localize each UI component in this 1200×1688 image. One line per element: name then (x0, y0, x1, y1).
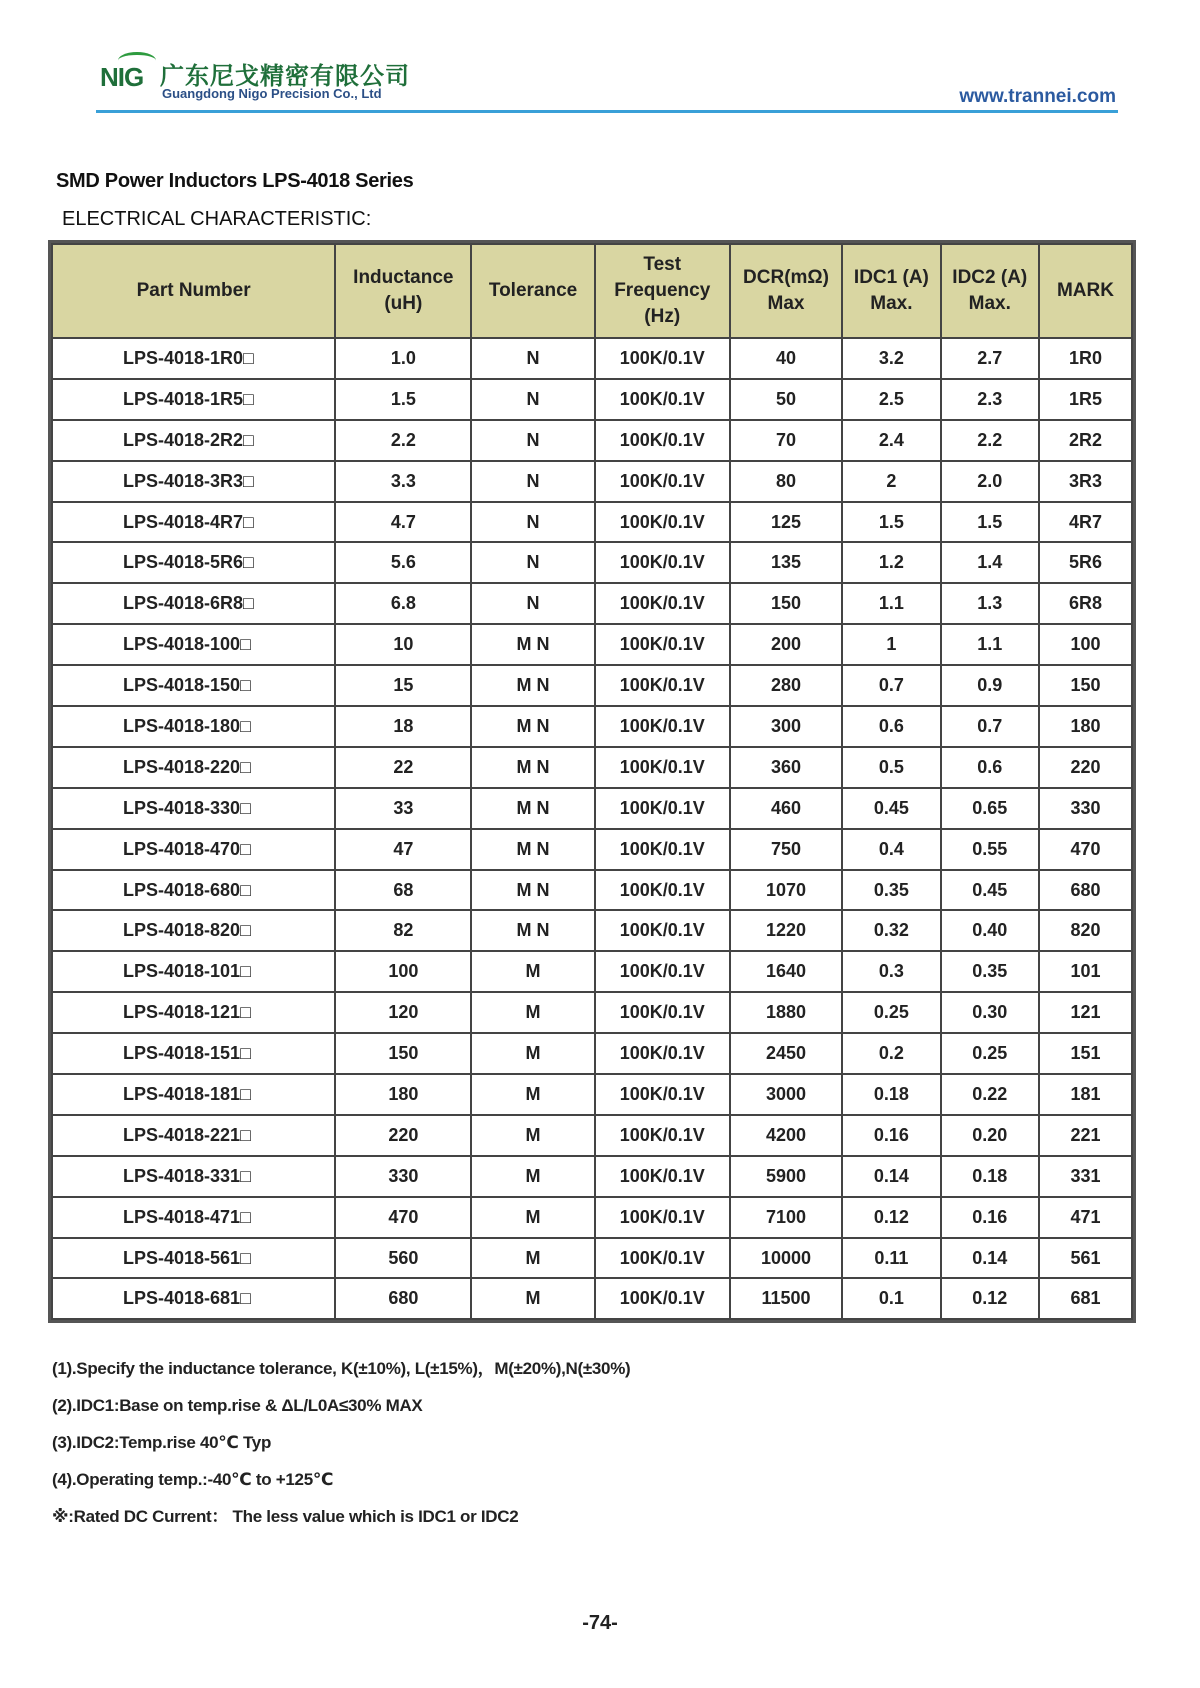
cell-tolerance: M (471, 1238, 594, 1279)
cell-idc1: 0.12 (842, 1197, 940, 1238)
cell-idc2: 0.9 (941, 665, 1039, 706)
cell-idc2: 0.65 (941, 788, 1039, 829)
cell-test-frequency: 100K/0.1V (595, 706, 730, 747)
cell-idc2: 1.1 (941, 624, 1039, 665)
cell-part-number: LPS-4018-681□ (52, 1278, 335, 1319)
header-mark: MARK (1039, 244, 1132, 338)
header-idc2: IDC2 (A) Max. (941, 244, 1039, 338)
cell-inductance: 180 (335, 1074, 471, 1115)
cell-dcr: 4200 (730, 1115, 842, 1156)
cell-test-frequency: 100K/0.1V (595, 910, 730, 951)
cell-part-number: LPS-4018-4R7□ (52, 502, 335, 543)
cell-mark: 470 (1039, 829, 1132, 870)
cell-tolerance: M (471, 1197, 594, 1238)
cell-tolerance: N (471, 338, 594, 379)
cell-test-frequency: 100K/0.1V (595, 992, 730, 1033)
cell-test-frequency: 100K/0.1V (595, 1197, 730, 1238)
cell-part-number: LPS-4018-180□ (52, 706, 335, 747)
cell-mark: 6R8 (1039, 583, 1132, 624)
cell-tolerance: M (471, 1156, 594, 1197)
cell-dcr: 150 (730, 583, 842, 624)
cell-idc1: 0.5 (842, 747, 940, 788)
table-row (52, 1278, 1132, 1319)
cell-mark: 3R3 (1039, 461, 1132, 502)
cell-idc1: 1 (842, 624, 940, 665)
cell-mark: 331 (1039, 1156, 1132, 1197)
cell-inductance: 6.8 (335, 583, 471, 624)
cell-test-frequency: 100K/0.1V (595, 829, 730, 870)
cell-inductance: 150 (335, 1033, 471, 1074)
cell-dcr: 460 (730, 788, 842, 829)
note-3: (3).IDC2:Temp.rise 40℃ Typ (52, 1433, 272, 1452)
cell-part-number: LPS-4018-1R5□ (52, 379, 335, 420)
cell-inductance: 2.2 (335, 420, 471, 461)
cell-part-number: LPS-4018-100□ (52, 624, 335, 665)
table-row (52, 951, 1132, 992)
cell-inductance: 560 (335, 1238, 471, 1279)
cell-tolerance: M (471, 1033, 594, 1074)
company-name-en: Guangdong Nigo Precision Co., Ltd (162, 86, 382, 101)
cell-idc2: 0.14 (941, 1238, 1039, 1279)
cell-part-number: LPS-4018-561□ (52, 1238, 335, 1279)
cell-idc1: 0.7 (842, 665, 940, 706)
cell-idc2: 0.6 (941, 747, 1039, 788)
cell-inductance: 330 (335, 1156, 471, 1197)
table-row (52, 788, 1132, 829)
cell-mark: 681 (1039, 1278, 1132, 1319)
cell-part-number: LPS-4018-6R8□ (52, 583, 335, 624)
cell-test-frequency: 100K/0.1V (595, 1156, 730, 1197)
cell-test-frequency: 100K/0.1V (595, 665, 730, 706)
table-row (52, 910, 1132, 951)
table-row (52, 870, 1132, 911)
cell-tolerance: M N (471, 788, 594, 829)
cell-part-number: LPS-4018-221□ (52, 1115, 335, 1156)
cell-idc1: 0.14 (842, 1156, 940, 1197)
cell-idc1: 1.5 (842, 502, 940, 543)
electrical-characteristics-table (48, 240, 1136, 1323)
cell-mark: 151 (1039, 1033, 1132, 1074)
cell-tolerance: M N (471, 665, 594, 706)
cell-mark: 4R7 (1039, 502, 1132, 543)
cell-part-number: LPS-4018-101□ (52, 951, 335, 992)
cell-dcr: 280 (730, 665, 842, 706)
cell-part-number: LPS-4018-220□ (52, 747, 335, 788)
cell-test-frequency: 100K/0.1V (595, 624, 730, 665)
cell-idc2: 2.0 (941, 461, 1039, 502)
cell-tolerance: N (471, 583, 594, 624)
cell-mark: 100 (1039, 624, 1132, 665)
cell-tolerance: M N (471, 706, 594, 747)
cell-mark: 471 (1039, 1197, 1132, 1238)
cell-part-number: LPS-4018-680□ (52, 870, 335, 911)
table-row (52, 1156, 1132, 1197)
document-title: SMD Power Inductors LPS-4018 Series (56, 170, 414, 192)
cell-idc2: 2.2 (941, 420, 1039, 461)
cell-part-number: LPS-4018-2R2□ (52, 420, 335, 461)
cell-idc2: 0.30 (941, 992, 1039, 1033)
cell-part-number: LPS-4018-330□ (52, 788, 335, 829)
cell-idc1: 0.2 (842, 1033, 940, 1074)
cell-idc2: 1.5 (941, 502, 1039, 543)
cell-idc2: 0.45 (941, 870, 1039, 911)
table-row (52, 1197, 1132, 1238)
cell-idc1: 2 (842, 461, 940, 502)
cell-idc1: 0.4 (842, 829, 940, 870)
cell-mark: 1R5 (1039, 379, 1132, 420)
cell-idc1: 2.4 (842, 420, 940, 461)
cell-test-frequency: 100K/0.1V (595, 1278, 730, 1319)
table-row (52, 379, 1132, 420)
cell-idc1: 0.6 (842, 706, 940, 747)
note-2: (2).IDC1:Base on temp.rise & ΔL/L0A≤30% MAX (52, 1396, 423, 1415)
cell-test-frequency: 100K/0.1V (595, 502, 730, 543)
table-row (52, 992, 1132, 1033)
cell-mark: 820 (1039, 910, 1132, 951)
cell-idc1: 1.2 (842, 542, 940, 583)
notes-section (52, 1350, 630, 1535)
cell-idc2: 2.7 (941, 338, 1039, 379)
cell-part-number: LPS-4018-181□ (52, 1074, 335, 1115)
cell-inductance: 15 (335, 665, 471, 706)
page-header (0, 0, 1200, 120)
table-row (52, 624, 1132, 665)
cell-test-frequency: 100K/0.1V (595, 338, 730, 379)
cell-inductance: 4.7 (335, 502, 471, 543)
header-dcr: DCR(mΩ) Max (730, 244, 842, 338)
cell-idc2: 0.25 (941, 1033, 1039, 1074)
cell-idc1: 1.1 (842, 583, 940, 624)
cell-part-number: LPS-4018-3R3□ (52, 461, 335, 502)
cell-tolerance: N (471, 502, 594, 543)
cell-idc1: 2.5 (842, 379, 940, 420)
cell-dcr: 3000 (730, 1074, 842, 1115)
table-row (52, 502, 1132, 543)
cell-dcr: 70 (730, 420, 842, 461)
cell-part-number: LPS-4018-470□ (52, 829, 335, 870)
cell-idc1: 3.2 (842, 338, 940, 379)
cell-mark: 561 (1039, 1238, 1132, 1279)
cell-idc2: 1.3 (941, 583, 1039, 624)
cell-mark: 101 (1039, 951, 1132, 992)
table-row (52, 1238, 1132, 1279)
cell-mark: 121 (1039, 992, 1132, 1033)
cell-idc2: 2.3 (941, 379, 1039, 420)
cell-dcr: 80 (730, 461, 842, 502)
table-row (52, 829, 1132, 870)
table-header-row (52, 244, 1132, 338)
cell-mark: 680 (1039, 870, 1132, 911)
cell-test-frequency: 100K/0.1V (595, 542, 730, 583)
table-row (52, 1074, 1132, 1115)
cell-idc1: 0.45 (842, 788, 940, 829)
note-rated-current: ※:Rated DC Current： The less value which is IDC1 or IDC2 (52, 1507, 519, 1526)
header-part-number: Part Number (52, 244, 335, 338)
cell-inductance: 1.5 (335, 379, 471, 420)
cell-tolerance: M N (471, 829, 594, 870)
cell-dcr: 125 (730, 502, 842, 543)
cell-idc1: 0.16 (842, 1115, 940, 1156)
cell-part-number: LPS-4018-471□ (52, 1197, 335, 1238)
cell-idc1: 0.3 (842, 951, 940, 992)
cell-dcr: 11500 (730, 1278, 842, 1319)
cell-part-number: LPS-4018-1R0□ (52, 338, 335, 379)
cell-inductance: 33 (335, 788, 471, 829)
cell-dcr: 200 (730, 624, 842, 665)
cell-part-number: LPS-4018-820□ (52, 910, 335, 951)
cell-tolerance: N (471, 420, 594, 461)
cell-inductance: 680 (335, 1278, 471, 1319)
cell-inductance: 18 (335, 706, 471, 747)
table-row (52, 338, 1132, 379)
cell-part-number: LPS-4018-150□ (52, 665, 335, 706)
cell-idc2: 0.20 (941, 1115, 1039, 1156)
page-number: -74- (582, 1612, 618, 1634)
cell-idc2: 0.22 (941, 1074, 1039, 1115)
cell-tolerance: N (471, 461, 594, 502)
cell-test-frequency: 100K/0.1V (595, 1033, 730, 1074)
cell-inductance: 47 (335, 829, 471, 870)
cell-dcr: 50 (730, 379, 842, 420)
cell-test-frequency: 100K/0.1V (595, 379, 730, 420)
table-row (52, 1115, 1132, 1156)
cell-test-frequency: 100K/0.1V (595, 951, 730, 992)
cell-tolerance: M N (471, 870, 594, 911)
cell-dcr: 40 (730, 338, 842, 379)
table-row (52, 706, 1132, 747)
cell-mark: 220 (1039, 747, 1132, 788)
cell-inductance: 1.0 (335, 338, 471, 379)
table-row (52, 420, 1132, 461)
cell-idc2: 0.55 (941, 829, 1039, 870)
cell-idc2: 0.7 (941, 706, 1039, 747)
cell-dcr: 300 (730, 706, 842, 747)
header-inductance: Inductance (uH) (335, 244, 471, 338)
header-divider (96, 110, 1118, 113)
cell-tolerance: M (471, 1278, 594, 1319)
note-1: (1).Specify the inductance tolerance, K(±10%), L(±15%)，M(±20%),N(±30%) (52, 1359, 631, 1378)
cell-idc1: 0.18 (842, 1074, 940, 1115)
cell-dcr: 135 (730, 542, 842, 583)
cell-mark: 1R0 (1039, 338, 1132, 379)
cell-dcr: 10000 (730, 1238, 842, 1279)
cell-tolerance: M N (471, 910, 594, 951)
cell-dcr: 2450 (730, 1033, 842, 1074)
cell-idc1: 0.35 (842, 870, 940, 911)
table-row (52, 1033, 1132, 1074)
cell-mark: 221 (1039, 1115, 1132, 1156)
cell-part-number: LPS-4018-151□ (52, 1033, 335, 1074)
cell-part-number: LPS-4018-5R6□ (52, 542, 335, 583)
cell-test-frequency: 100K/0.1V (595, 420, 730, 461)
cell-inductance: 3.3 (335, 461, 471, 502)
company-logo: NIG (100, 62, 144, 92)
cell-tolerance: M (471, 951, 594, 992)
table-row (52, 461, 1132, 502)
cell-dcr: 1880 (730, 992, 842, 1033)
website-url[interactable]: www.trannei.com (959, 86, 1116, 107)
cell-idc2: 0.16 (941, 1197, 1039, 1238)
cell-dcr: 1070 (730, 870, 842, 911)
cell-test-frequency: 100K/0.1V (595, 1115, 730, 1156)
cell-inductance: 5.6 (335, 542, 471, 583)
cell-inductance: 22 (335, 747, 471, 788)
cell-mark: 150 (1039, 665, 1132, 706)
header-tolerance: Tolerance (471, 244, 594, 338)
table-row (52, 583, 1132, 624)
cell-dcr: 360 (730, 747, 842, 788)
cell-idc2: 0.12 (941, 1278, 1039, 1319)
company-name-cn: 广东尼戈精密有限公司 (160, 63, 410, 90)
cell-dcr: 750 (730, 829, 842, 870)
cell-inductance: 100 (335, 951, 471, 992)
cell-test-frequency: 100K/0.1V (595, 747, 730, 788)
cell-tolerance: M N (471, 624, 594, 665)
cell-test-frequency: 100K/0.1V (595, 583, 730, 624)
cell-idc1: 0.32 (842, 910, 940, 951)
cell-inductance: 470 (335, 1197, 471, 1238)
cell-test-frequency: 100K/0.1V (595, 461, 730, 502)
cell-tolerance: M (471, 1074, 594, 1115)
cell-inductance: 82 (335, 910, 471, 951)
cell-part-number: LPS-4018-121□ (52, 992, 335, 1033)
cell-inductance: 10 (335, 624, 471, 665)
cell-part-number: LPS-4018-331□ (52, 1156, 335, 1197)
cell-inductance: 68 (335, 870, 471, 911)
cell-dcr: 5900 (730, 1156, 842, 1197)
header-idc1: IDC1 (A) Max. (842, 244, 940, 338)
cell-dcr: 1640 (730, 951, 842, 992)
cell-tolerance: M (471, 1115, 594, 1156)
cell-mark: 5R6 (1039, 542, 1132, 583)
cell-mark: 181 (1039, 1074, 1132, 1115)
cell-idc1: 0.11 (842, 1238, 940, 1279)
header-test-frequency: Test Frequency (Hz) (595, 244, 730, 338)
cell-tolerance: M N (471, 747, 594, 788)
cell-test-frequency: 100K/0.1V (595, 870, 730, 911)
cell-idc2: 1.4 (941, 542, 1039, 583)
cell-idc2: 0.35 (941, 951, 1039, 992)
cell-idc1: 0.25 (842, 992, 940, 1033)
cell-mark: 330 (1039, 788, 1132, 829)
table-row (52, 665, 1132, 706)
table-row (52, 542, 1132, 583)
cell-dcr: 7100 (730, 1197, 842, 1238)
cell-tolerance: N (471, 379, 594, 420)
cell-idc1: 0.1 (842, 1278, 940, 1319)
cell-tolerance: M (471, 992, 594, 1033)
section-title: ELECTRICAL CHARACTERISTIC: (62, 208, 372, 230)
cell-test-frequency: 100K/0.1V (595, 788, 730, 829)
note-4: (4).Operating temp.:-40℃ to +125℃ (52, 1470, 334, 1489)
cell-idc2: 0.18 (941, 1156, 1039, 1197)
cell-test-frequency: 100K/0.1V (595, 1074, 730, 1115)
cell-mark: 2R2 (1039, 420, 1132, 461)
cell-tolerance: N (471, 542, 594, 583)
cell-test-frequency: 100K/0.1V (595, 1238, 730, 1279)
cell-dcr: 1220 (730, 910, 842, 951)
table-row (52, 747, 1132, 788)
cell-idc2: 0.40 (941, 910, 1039, 951)
cell-inductance: 220 (335, 1115, 471, 1156)
cell-mark: 180 (1039, 706, 1132, 747)
cell-inductance: 120 (335, 992, 471, 1033)
